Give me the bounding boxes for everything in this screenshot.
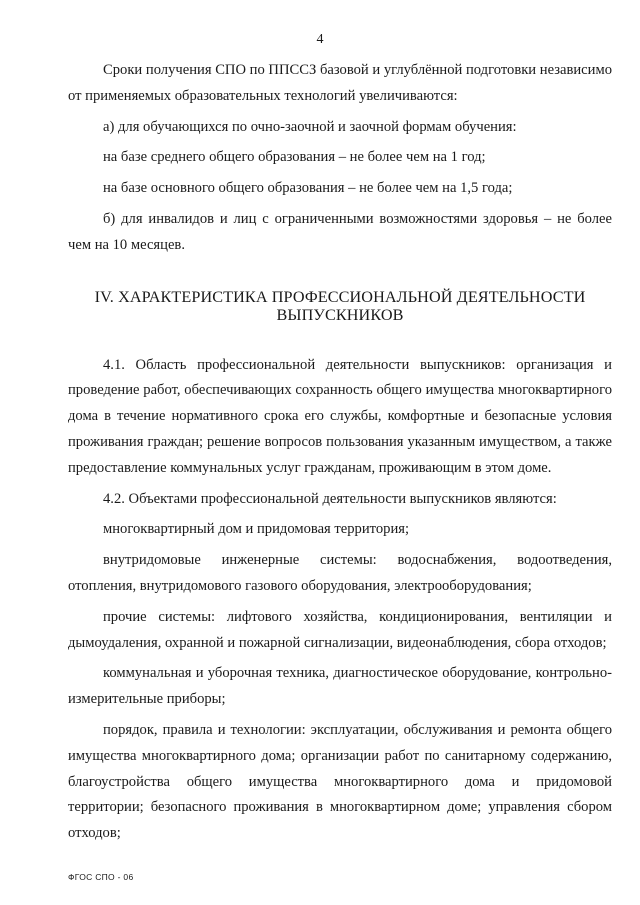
document-body — [68, 58, 612, 847]
section-heading-line-2: ВЫПУСКНИКОВ — [276, 305, 404, 324]
paragraph-other-systems: прочие системы: лифтового хозяйства, кондиционирования, вентиляции и дымоудаления, охранной и пожарной сигнализации, видеонаблюдения, сбора отходов; — [68, 608, 612, 651]
paragraph-4-2: 4.2. Объектами профессиональной деятельности выпускников являются: — [103, 490, 557, 507]
paragraph-item-a: а) для обучающихся по очно-заочной и заочной формам обучения: — [103, 118, 517, 135]
paragraph-basic-general: на базе основного общего образования – не более чем на 1,5 года; — [103, 180, 513, 197]
paragraph-building: многоквартирный дом и придомовая территория; — [103, 521, 410, 538]
page-number: 4 — [316, 32, 324, 47]
paragraph-study-terms: Сроки получения СПО по ППССЗ базовой и углублённой подготовки независимо от применяемых образовательных технологий увеличиваются: — [68, 62, 612, 104]
paragraph-engineering-systems: внутридомовые инженерные системы: водоснабжения, водоотведения, отопления, внутридомового газового оборудования, электрооборудования; — [68, 552, 612, 594]
paragraph-secondary-general: на базе среднего общего образования – не более чем на 1 год; — [103, 149, 486, 166]
paragraph-item-b: б) для инвалидов и лиц с ограниченными возможностями здоровья – не более чем на 10 месяцев. — [68, 210, 612, 253]
paragraph-procedures: порядок, правила и технологии: эксплуатации, обслуживания и ремонта общего имущества многоквартирного дома; организации работ по санитарному содержанию, благоустройства общего имущества многоквартирного дома и придомовой территории; безопасного проживания в многоквартирном доме; управления сбором отходов; — [68, 721, 612, 842]
section-heading-line-1: IV. ХАРАКТЕРИСТИКА ПРОФЕССИОНАЛЬНОЙ ДЕЯТЕЛЬНОСТИ — [94, 287, 586, 306]
paragraph-4-1: 4.1. Область профессиональной деятельности выпускников: организация и проведение работ, обеспечивающих сохранность общего имущества многоквартирного дома в течение нормативного срока его службы, комфортные и безопасные условия проживания граждан; решение вопросов пользования указанным имуществом, а также предоставление коммунальных услуг гражданам, проживающим в этом доме. — [68, 356, 612, 476]
footer-standard-code: ФГОС СПО - 06 — [68, 872, 134, 882]
section-heading — [68, 288, 612, 324]
paragraph-equipment: коммунальная и уборочная техника, диагностическое оборудование, контрольно-измерительные приборы; — [68, 665, 612, 708]
